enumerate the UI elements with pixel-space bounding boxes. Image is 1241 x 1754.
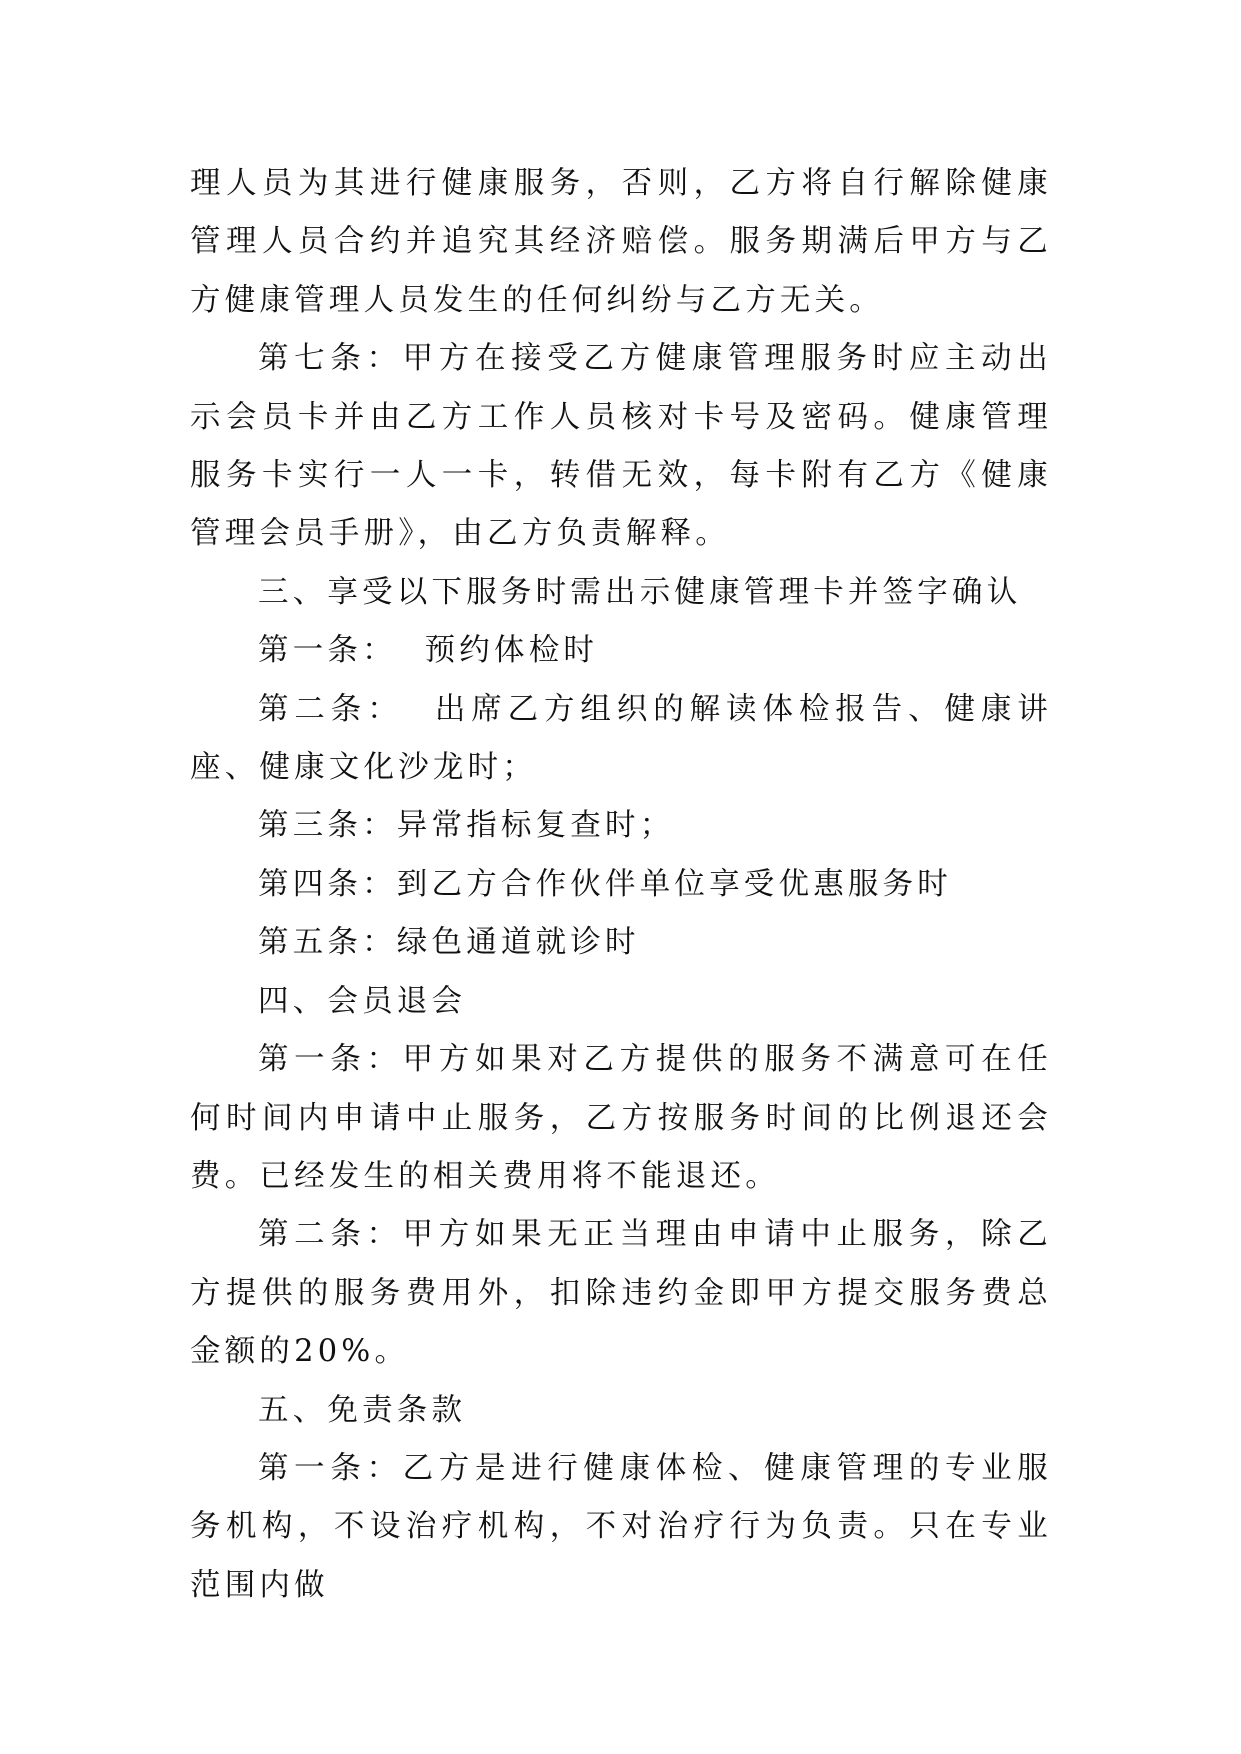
paragraph-sec3-article-4: 第四条：到乙方合作伙伴单位享受优惠服务时: [258, 866, 952, 902]
section-heading-4: 四、会员退会: [258, 983, 467, 1019]
paragraph-continuation: 理人员为其进行健康服务，否则，乙方将自行解除健康管理人员合约并追究其经济赔偿。服务期满后甲方与乙方健康管理人员发生的任何纠纷与乙方无关。: [190, 166, 1052, 318]
paragraph-sec4-article-2: 第二条：甲方如果无正当理由申请中止服务，除乙方提供的服务费用外，扣除违约金即甲方提交服务费总金额的20%。: [190, 1217, 1052, 1370]
paragraph-sec3-article-1: 第一条： 预约体检时: [258, 633, 599, 669]
paragraph-sec3-article-2: 第二条： 出席乙方组织的解读体检报告、健康讲座、健康文化沙龙时；: [190, 691, 1052, 786]
paragraph-sec3-article-3: 第三条：异常指标复查时；: [258, 808, 675, 844]
paragraph-article-7: 第七条：甲方在接受乙方健康管理服务时应主动出示会员卡并由乙方工作人员核对卡号及密码。健康管理服务卡实行一人一卡，转借无效，每卡附有乙方《健康管理会员手册》，由乙方负责解释。: [190, 341, 1052, 552]
paragraph-sec3-article-5: 第五条：绿色通道就诊时: [258, 925, 640, 961]
paragraph-sec4-article-1: 第一条：甲方如果对乙方提供的服务不满意可在任何时间内申请中止服务，乙方按服务时间的比例退还会费。已经发生的相关费用将不能退还。: [190, 1042, 1052, 1194]
section-heading-3: 三、享受以下服务时需出示健康管理卡并签字确认: [258, 574, 1022, 610]
section-heading-5: 五、免责条款: [258, 1392, 467, 1428]
paragraph-sec5-article-1: 第一条：乙方是进行健康体检、健康管理的专业服务机构，不设治疗机构，不对治疗行为负责。只在专业范围内做: [190, 1450, 1052, 1603]
document-body: [190, 155, 1052, 1615]
